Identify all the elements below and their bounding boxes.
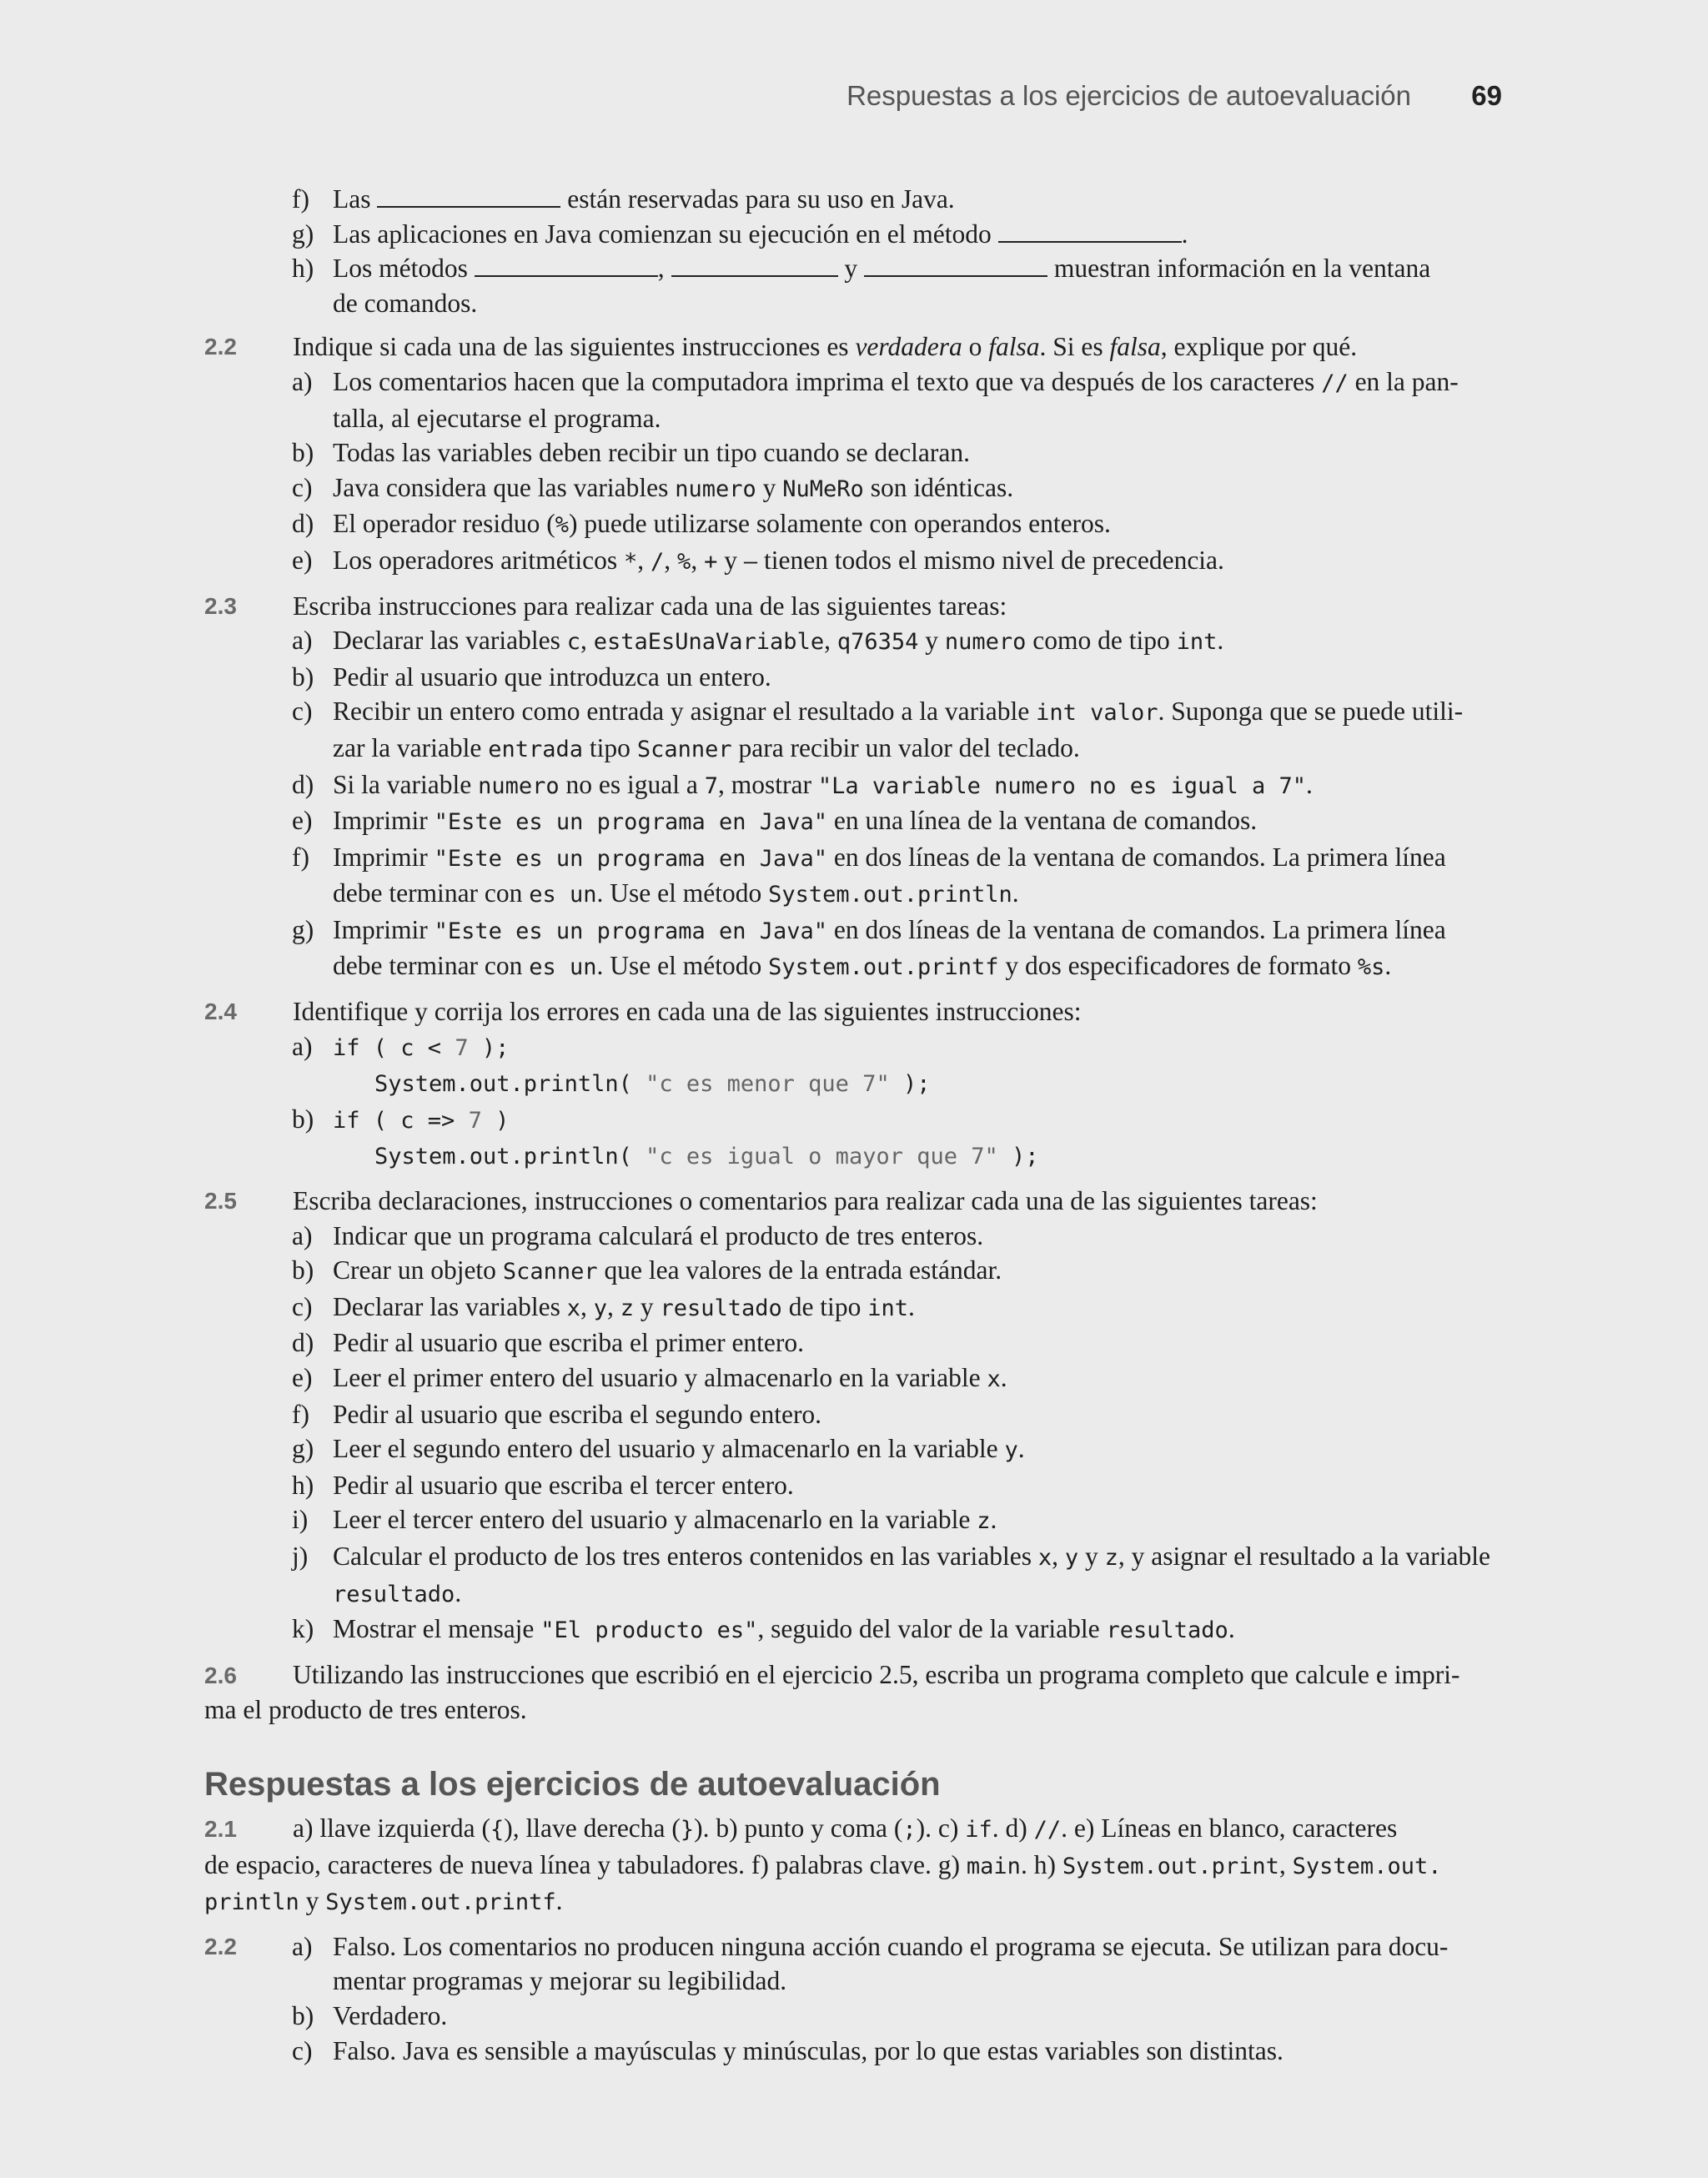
exercise-2-1-item-g: g) Las aplicaciones en Java comienzan su ejecución en el método . — [292, 219, 1188, 249]
list-item: c) Falso. Java es sensible a mayúsculas y minúsculas, por lo que estas variables son distintas. — [292, 2035, 1284, 2065]
exercise-number: 2.3 — [204, 592, 237, 619]
code-line: System.out.println( "c es igual o mayor que 7" ); — [374, 1144, 1039, 1170]
list-item: c) Java considera que las variables numero y NuMeRo son idénticas. — [292, 472, 1014, 502]
list-item: d) El operador residuo (%) puede utilizarse solamente con operandos enteros. — [292, 509, 1111, 539]
running-title: Respuestas a los ejercicios de autoevaluación — [846, 80, 1411, 111]
list-item: c) Declarar las variables x, y, z y resultado de tipo int. — [292, 1291, 915, 1321]
list-item: f) Imprimir "Este es un programa en Java" en dos líneas de la ventana de comandos. La primera línea debe terminar con es un. Use el método System.out.println. — [292, 842, 1446, 908]
list-item: g) Imprimir "Este es un programa en Java" en dos líneas de la ventana de comandos. La primera línea debe terminar con es un. Use el método System.out.printf y dos especificadores de formato %s. — [292, 914, 1446, 981]
exercise-number: 2.6 — [204, 1662, 237, 1688]
list-item: b) Verdadero. — [292, 2000, 448, 2030]
exercise-2-2 — [204, 329, 1503, 579]
exercise-intro: Identifique y corrija los errores en cada una de las siguientes instrucciones: — [293, 997, 1082, 1027]
fill-blank — [864, 252, 1047, 277]
list-item: d) Si la variable numero no es igual a 7, mostrar "La variable numero no es igual a 7". — [292, 769, 1313, 799]
exercise-intro: Escriba declaraciones, instrucciones o comentarios para realizar cada una de las siguientes tareas: — [293, 1186, 1318, 1216]
running-head — [0, 80, 1708, 120]
list-item: a) Los comentarios hacen que la computadora imprima el texto que va después de los caracteres // en la pan- talla, al ejecutarse el programa. — [292, 366, 1459, 433]
list-item: a) Declarar las variables c, estaEsUnaVariable, q76354 y numero como de tipo int. — [292, 626, 1224, 656]
code-line: System.out.println( "c es menor que 7" ); — [374, 1071, 931, 1098]
list-item: c) Recibir un entero como entrada y asignar el resultado a la variable int valor. Suponga que se puede utili- zar la variable entrada tipo Scanner para recibir un valor del teclado. — [292, 697, 1464, 762]
list-item: b) Crear un objeto Scanner que lea valores de la entrada estándar. — [292, 1255, 1002, 1285]
fill-blank — [998, 218, 1182, 243]
list-item: a) Indicar que un programa calculará el producto de tres enteros. — [292, 1220, 984, 1250]
exercise-number: 2.4 — [204, 998, 237, 1025]
code-item: a) if ( c < 7 ); System.out.println( "c es menor que 7" ); — [292, 1031, 931, 1098]
list-item: e) Imprimir "Este es un programa en Java" en una línea de la ventana de comandos. — [292, 806, 1258, 836]
exercise-number: 2.5 — [204, 1188, 237, 1215]
list-item: b) Todas las variables deben recibir un tipo cuando se declaran. — [292, 438, 970, 468]
list-item: e) Los operadores aritméticos *, /, %, + y – tienen todos el mismo nivel de precedencia. — [292, 545, 1224, 575]
list-item: d) Pedir al usuario que escriba el primer entero. — [292, 1328, 805, 1358]
page-number: 69 — [1471, 80, 1502, 111]
fill-blank — [377, 183, 560, 208]
section-title: Respuestas a los ejercicios de autoevaluación — [204, 1765, 941, 1803]
exercise-number: 2.2 — [204, 334, 237, 360]
exercise-number: 2.1 — [204, 1815, 237, 1842]
exercise-2-3 — [204, 589, 1503, 986]
exercise-2-1-item-f: f) Las están reservadas para su uso en Java. — [292, 184, 955, 214]
list-item: b) Pedir al usuario que introduzca un entero. — [292, 661, 771, 692]
list-item: f) Pedir al usuario que escriba el segundo entero. — [292, 1399, 822, 1429]
list-item: h) Pedir al usuario que escriba el tercer entero. — [292, 1470, 794, 1500]
code-line: if ( c < 7 ); — [333, 1034, 510, 1061]
exercise-2-1-item-h: h) Los métodos , y muestran información en la ventana de comandos. — [292, 254, 1431, 318]
list-item: i) Leer el tercer entero del usuario y almacenarlo en la variable z. — [292, 1505, 997, 1535]
exercise-intro: Indique si cada una de las siguientes instrucciones es verdadera o falsa. Si es falsa, explique por qué. — [293, 332, 1358, 362]
fill-blank — [475, 252, 658, 277]
exercise-2-4 — [204, 994, 1503, 1175]
list-item: j) Calcular el producto de los tres enteros contenidos en las variables x, y y z, y asignar el resultado a la variable resultado. — [292, 1541, 1490, 1607]
list-item: g) Leer el segundo entero del usuario y almacenarlo en la variable y. — [292, 1434, 1025, 1464]
code-line: if ( c => 7 ) — [333, 1107, 510, 1134]
exercise-number: 2.2 — [204, 1933, 237, 1959]
exercise-intro: Escriba instrucciones para realizar cada una de las siguientes tareas: — [293, 591, 1007, 621]
list-item: e) Leer el primer entero del usuario y almacenarlo en la variable x. — [292, 1363, 1007, 1392]
list-item: a) Falso. Los comentarios no producen ninguna acción cuando el programa se ejecuta. Se utilizan para docu- mentar programas y mejorar su legibilidad. — [292, 1931, 1449, 1996]
exercise-2-5 — [204, 1184, 1503, 1648]
code-item: b) if ( c => 7 ) System.out.println( "c es igual o mayor que 7" ); — [292, 1104, 1039, 1170]
fill-blank — [671, 252, 838, 277]
list-item: k) Mostrar el mensaje "El producto es", seguido del valor de la variable resultado. — [292, 1614, 1235, 1644]
exercise-2-6: 2.6 Utilizando las instrucciones que escribió en el ejercicio 2.5, escriba un programa completo que calcule e impri- ma el producto de tres enteros. — [204, 1659, 1460, 1725]
content — [204, 182, 1503, 2068]
answer-2-1: 2.1 a) llave izquierda ({), llave derecha (}). b) punto y coma (;). c) if. d) //. e) Líneas en blanco, caracteres de espacio, caracteres de nueva línea y tabuladores. f) palabras clave. g) main. h) System.out.print, System.out. println y System.out.printf. — [204, 1813, 1442, 1916]
answer-2-2 — [204, 1929, 1503, 2068]
